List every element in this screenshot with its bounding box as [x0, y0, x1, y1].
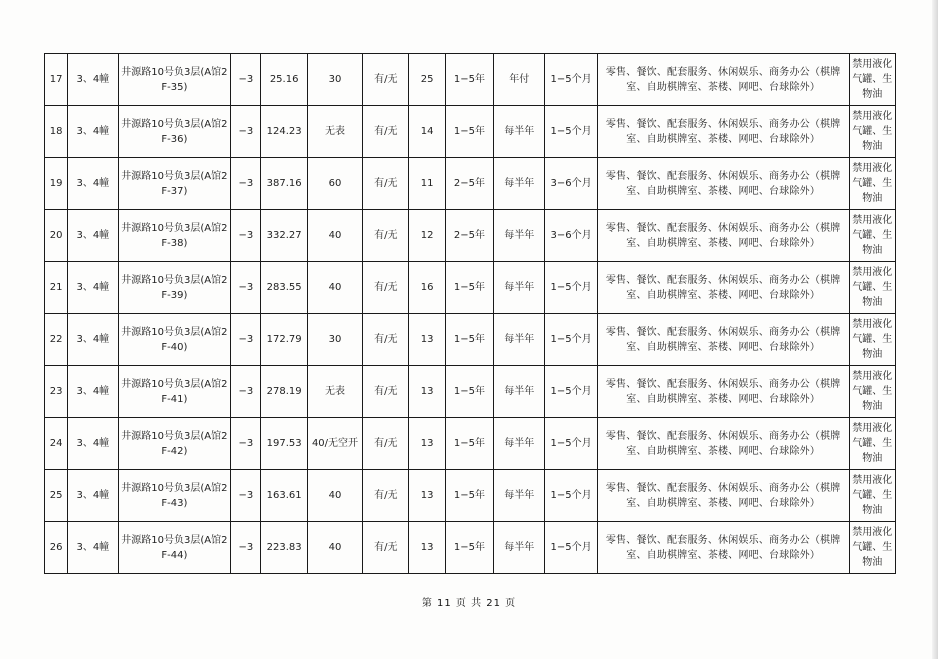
- cell-fume: 有/无: [363, 54, 409, 106]
- cell-power: 40: [307, 470, 362, 522]
- cell-fume: 有/无: [363, 158, 409, 210]
- table-row: [45, 54, 896, 106]
- cell-fume: 有/无: [363, 210, 409, 262]
- cell-note: 禁用液化气罐、生物油: [849, 418, 895, 470]
- cell-floor: −3: [231, 210, 261, 262]
- cell-note: 禁用液化气罐、生物油: [849, 522, 895, 574]
- cell-building: 3、4幢: [68, 366, 118, 418]
- cell-term: 1−5年: [445, 262, 493, 314]
- cell-note: 禁用液化气罐、生物油: [849, 470, 895, 522]
- cell-floor: −3: [231, 470, 261, 522]
- cell-term: 1−5年: [445, 314, 493, 366]
- cell-free-period: 1−5个月: [545, 418, 597, 470]
- cell-note: 禁用液化气罐、生物油: [849, 158, 895, 210]
- cell-usage: 零售、餐饮、配套服务、休闲娱乐、商务办公（棋牌室、自助棋牌室、茶楼、网吧、台球除外）: [597, 210, 849, 262]
- cell-payment: 每半年: [494, 418, 545, 470]
- cell-note: 禁用液化气罐、生物油: [849, 366, 895, 418]
- cell-building: 3、4幢: [68, 314, 118, 366]
- cell-fume: 有/无: [363, 106, 409, 158]
- cell-free-period: 1−5个月: [545, 314, 597, 366]
- cell-no: 20: [45, 210, 68, 262]
- cell-free-period: 1−5个月: [545, 54, 597, 106]
- cell-power: 40: [307, 262, 362, 314]
- cell-power: 40: [307, 522, 362, 574]
- cell-term: 1−5年: [445, 106, 493, 158]
- cell-location: 井源路10号负3层(A馆2F-39): [118, 262, 231, 314]
- table-row: [45, 262, 896, 314]
- cell-area: 25.16: [261, 54, 307, 106]
- cell-usage: 零售、餐饮、配套服务、休闲娱乐、商务办公（棋牌室、自助棋牌室、茶楼、网吧、台球除外）: [597, 106, 849, 158]
- cell-building: 3、4幢: [68, 158, 118, 210]
- cell-no: 21: [45, 262, 68, 314]
- cell-no: 19: [45, 158, 68, 210]
- cell-note: 禁用液化气罐、生物油: [849, 314, 895, 366]
- cell-term: 2−5年: [445, 158, 493, 210]
- cell-usage: 零售、餐饮、配套服务、休闲娱乐、商务办公（棋牌室、自助棋牌室、茶楼、网吧、台球除外）: [597, 522, 849, 574]
- cell-parking: 11: [409, 158, 445, 210]
- cell-payment: 年付: [494, 54, 545, 106]
- cell-usage: 零售、餐饮、配套服务、休闲娱乐、商务办公（棋牌室、自助棋牌室、茶楼、网吧、台球除外）: [597, 366, 849, 418]
- cell-location: 井源路10号负3层(A馆2F-35): [118, 54, 231, 106]
- cell-building: 3、4幢: [68, 106, 118, 158]
- table-row: [45, 470, 896, 522]
- cell-parking: 13: [409, 418, 445, 470]
- cell-term: 1−5年: [445, 418, 493, 470]
- table-row: [45, 418, 896, 470]
- cell-payment: 每半年: [494, 158, 545, 210]
- cell-payment: 每半年: [494, 522, 545, 574]
- table-row: [45, 158, 896, 210]
- cell-no: 25: [45, 470, 68, 522]
- cell-location: 井源路10号负3层(A馆2F-36): [118, 106, 231, 158]
- cell-no: 22: [45, 314, 68, 366]
- cell-parking: 25: [409, 54, 445, 106]
- cell-payment: 每半年: [494, 106, 545, 158]
- cell-area: 387.16: [261, 158, 307, 210]
- cell-floor: −3: [231, 54, 261, 106]
- cell-term: 1−5年: [445, 366, 493, 418]
- cell-note: 禁用液化气罐、生物油: [849, 210, 895, 262]
- cell-building: 3、4幢: [68, 54, 118, 106]
- cell-payment: 每半年: [494, 366, 545, 418]
- cell-free-period: 3−6个月: [545, 210, 597, 262]
- table-row: [45, 314, 896, 366]
- cell-location: 井源路10号负3层(A馆2F-43): [118, 470, 231, 522]
- cell-area: 163.61: [261, 470, 307, 522]
- cell-no: 26: [45, 522, 68, 574]
- cell-free-period: 1−5个月: [545, 522, 597, 574]
- cell-location: 井源路10号负3层(A馆2F-40): [118, 314, 231, 366]
- cell-usage: 零售、餐饮、配套服务、休闲娱乐、商务办公（棋牌室、自助棋牌室、茶楼、网吧、台球除外）: [597, 470, 849, 522]
- cell-usage: 零售、餐饮、配套服务、休闲娱乐、商务办公（棋牌室、自助棋牌室、茶楼、网吧、台球除外）: [597, 54, 849, 106]
- cell-area: 197.53: [261, 418, 307, 470]
- cell-term: 2−5年: [445, 210, 493, 262]
- cell-fume: 有/无: [363, 522, 409, 574]
- cell-payment: 每半年: [494, 314, 545, 366]
- cell-power: 无表: [307, 366, 362, 418]
- cell-parking: 13: [409, 522, 445, 574]
- cell-location: 井源路10号负3层(A馆2F-41): [118, 366, 231, 418]
- listing-table: [44, 53, 896, 574]
- cell-no: 18: [45, 106, 68, 158]
- cell-parking: 13: [409, 470, 445, 522]
- cell-area: 172.79: [261, 314, 307, 366]
- cell-parking: 13: [409, 366, 445, 418]
- cell-area: 124.23: [261, 106, 307, 158]
- cell-building: 3、4幢: [68, 210, 118, 262]
- cell-building: 3、4幢: [68, 262, 118, 314]
- cell-fume: 有/无: [363, 262, 409, 314]
- cell-parking: 16: [409, 262, 445, 314]
- cell-note: 禁用液化气罐、生物油: [849, 54, 895, 106]
- cell-building: 3、4幢: [68, 522, 118, 574]
- cell-note: 禁用液化气罐、生物油: [849, 262, 895, 314]
- cell-payment: 每半年: [494, 210, 545, 262]
- table-row: [45, 210, 896, 262]
- cell-power: 30: [307, 314, 362, 366]
- cell-fume: 有/无: [363, 418, 409, 470]
- cell-floor: −3: [231, 262, 261, 314]
- cell-free-period: 1−5个月: [545, 470, 597, 522]
- page-edge-shadow: [932, 0, 938, 659]
- cell-usage: 零售、餐饮、配套服务、休闲娱乐、商务办公（棋牌室、自助棋牌室、茶楼、网吧、台球除外）: [597, 262, 849, 314]
- cell-area: 283.55: [261, 262, 307, 314]
- cell-location: 井源路10号负3层(A馆2F-44): [118, 522, 231, 574]
- cell-floor: −3: [231, 158, 261, 210]
- cell-payment: 每半年: [494, 262, 545, 314]
- table-row: [45, 366, 896, 418]
- cell-payment: 每半年: [494, 470, 545, 522]
- cell-fume: 有/无: [363, 470, 409, 522]
- cell-note: 禁用液化气罐、生物油: [849, 106, 895, 158]
- cell-floor: −3: [231, 522, 261, 574]
- cell-location: 井源路10号负3层(A馆2F-37): [118, 158, 231, 210]
- cell-floor: −3: [231, 314, 261, 366]
- cell-floor: −3: [231, 106, 261, 158]
- cell-term: 1−5年: [445, 54, 493, 106]
- cell-no: 23: [45, 366, 68, 418]
- cell-free-period: 1−5个月: [545, 106, 597, 158]
- cell-building: 3、4幢: [68, 470, 118, 522]
- cell-usage: 零售、餐饮、配套服务、休闲娱乐、商务办公（棋牌室、自助棋牌室、茶楼、网吧、台球除外）: [597, 314, 849, 366]
- table-row: [45, 106, 896, 158]
- cell-building: 3、4幢: [68, 418, 118, 470]
- cell-floor: −3: [231, 418, 261, 470]
- cell-floor: −3: [231, 366, 261, 418]
- cell-area: 278.19: [261, 366, 307, 418]
- table-row: [45, 522, 896, 574]
- cell-free-period: 1−5个月: [545, 366, 597, 418]
- table-body: [45, 54, 896, 574]
- cell-usage: 零售、餐饮、配套服务、休闲娱乐、商务办公（棋牌室、自助棋牌室、茶楼、网吧、台球除外）: [597, 418, 849, 470]
- cell-free-period: 1−5个月: [545, 262, 597, 314]
- cell-no: 24: [45, 418, 68, 470]
- cell-power: 40/无空开: [307, 418, 362, 470]
- cell-power: 30: [307, 54, 362, 106]
- cell-no: 17: [45, 54, 68, 106]
- cell-location: 井源路10号负3层(A馆2F-42): [118, 418, 231, 470]
- cell-term: 1−5年: [445, 522, 493, 574]
- cell-power: 60: [307, 158, 362, 210]
- cell-usage: 零售、餐饮、配套服务、休闲娱乐、商务办公（棋牌室、自助棋牌室、茶楼、网吧、台球除外）: [597, 158, 849, 210]
- cell-area: 223.83: [261, 522, 307, 574]
- cell-fume: 有/无: [363, 366, 409, 418]
- cell-fume: 有/无: [363, 314, 409, 366]
- cell-location: 井源路10号负3层(A馆2F-38): [118, 210, 231, 262]
- page-number: 第 11 页 共 21 页: [421, 598, 517, 609]
- cell-area: 332.27: [261, 210, 307, 262]
- cell-power: 40: [307, 210, 362, 262]
- cell-parking: 14: [409, 106, 445, 158]
- cell-parking: 13: [409, 314, 445, 366]
- cell-parking: 12: [409, 210, 445, 262]
- cell-free-period: 3−6个月: [545, 158, 597, 210]
- cell-term: 1−5年: [445, 470, 493, 522]
- cell-power: 无表: [307, 106, 362, 158]
